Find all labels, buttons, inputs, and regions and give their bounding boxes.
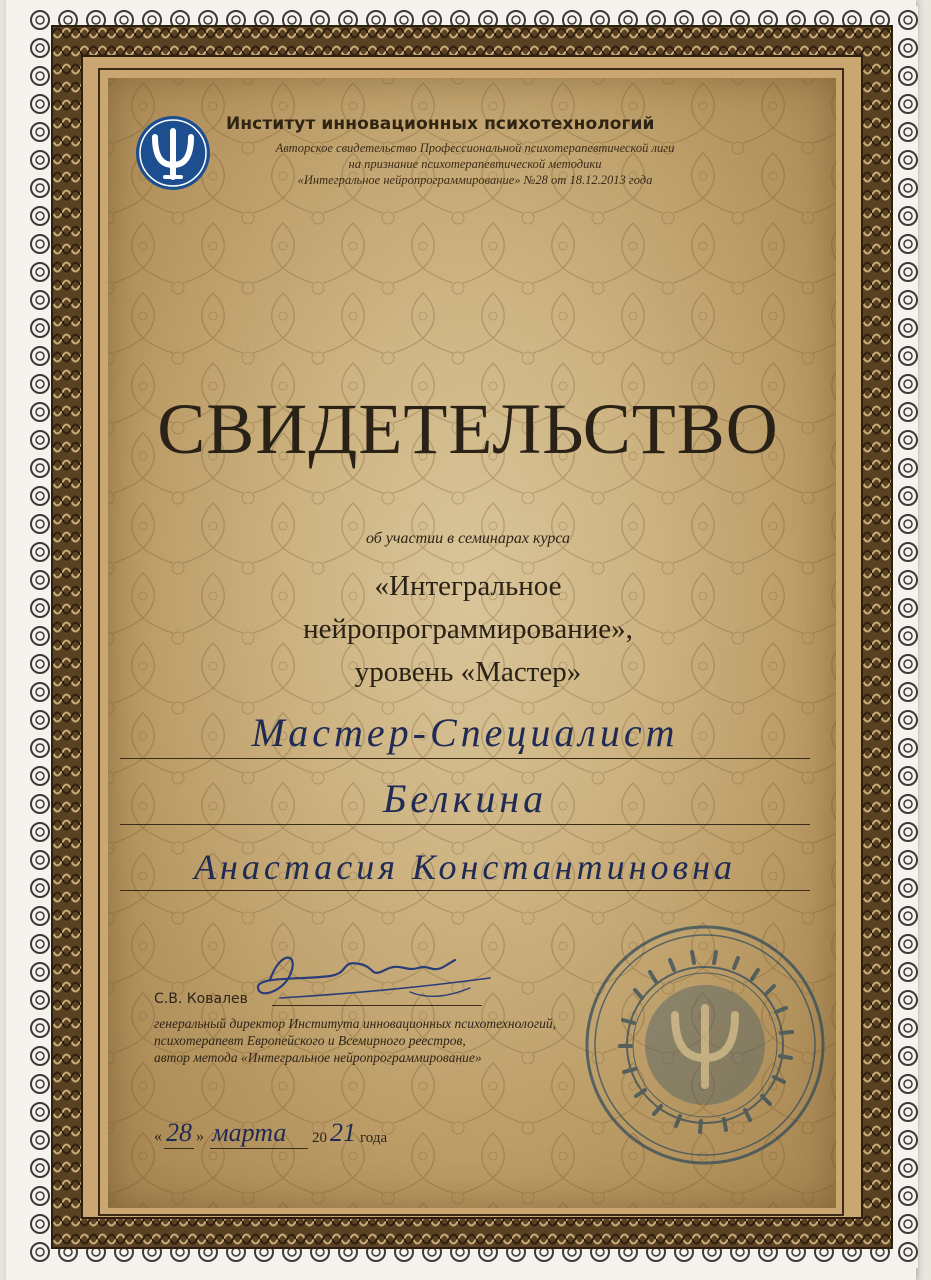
signatory-name: С.В. Ковалев [154,991,248,1007]
date-year-prefix: 20 [312,1130,327,1146]
recipient-row-2 [120,768,810,825]
authorship-line-3: «Интегральное нейропрограммирование» №28 от 18.12.2013 года [297,173,653,187]
month-underline [210,1148,308,1149]
institute-stamp [580,920,830,1170]
date-close-quote: » [196,1128,204,1145]
date-day: 28 [166,1118,192,1147]
signature-line [272,1005,482,1006]
institute-name: Институт инновационных психотехнологий [226,114,655,134]
recipient-surname: Белкина [382,776,548,821]
certificate-title: СВИДЕТЕЛЬСТВО [157,389,779,469]
course-line-3: уровень «Мастер» [354,656,582,688]
date-suffix: года [360,1130,388,1146]
date-month: марта [212,1118,287,1147]
signatory-position-3: автор метода «Интегральное нейропрограммирование» [154,1050,482,1065]
certificate-subtitle: об участии в семинарах курса [365,530,571,547]
date-open-quote: « [154,1128,162,1145]
signatory-position-1: генеральный директор Института инновационных психотехнологий, [154,1016,556,1031]
recipient-row-3 [120,834,810,891]
course-line-2: нейропрограммирование», [303,613,633,645]
recipient-row-1 [120,702,810,759]
recipient-given-names: Анастасия Константиновна [194,847,736,887]
day-underline [164,1148,194,1149]
authorship-line-1: Авторское свидетельство Профессиональной психотерапевтической лиги [275,141,675,155]
issue-date [154,1118,454,1150]
authorship-line-2: на признание психотерапевтической методики [348,157,602,171]
signatory-position-2: психотерапевт Европейского и Всемирного реестров, [154,1033,466,1048]
handwritten-signature [240,940,500,1020]
psi-logo-icon [135,115,211,191]
date-year-suffix: 21 [330,1118,356,1147]
recipient-title: Мастер-Специалист [251,710,679,755]
course-line-1: «Интегральное [374,570,562,602]
